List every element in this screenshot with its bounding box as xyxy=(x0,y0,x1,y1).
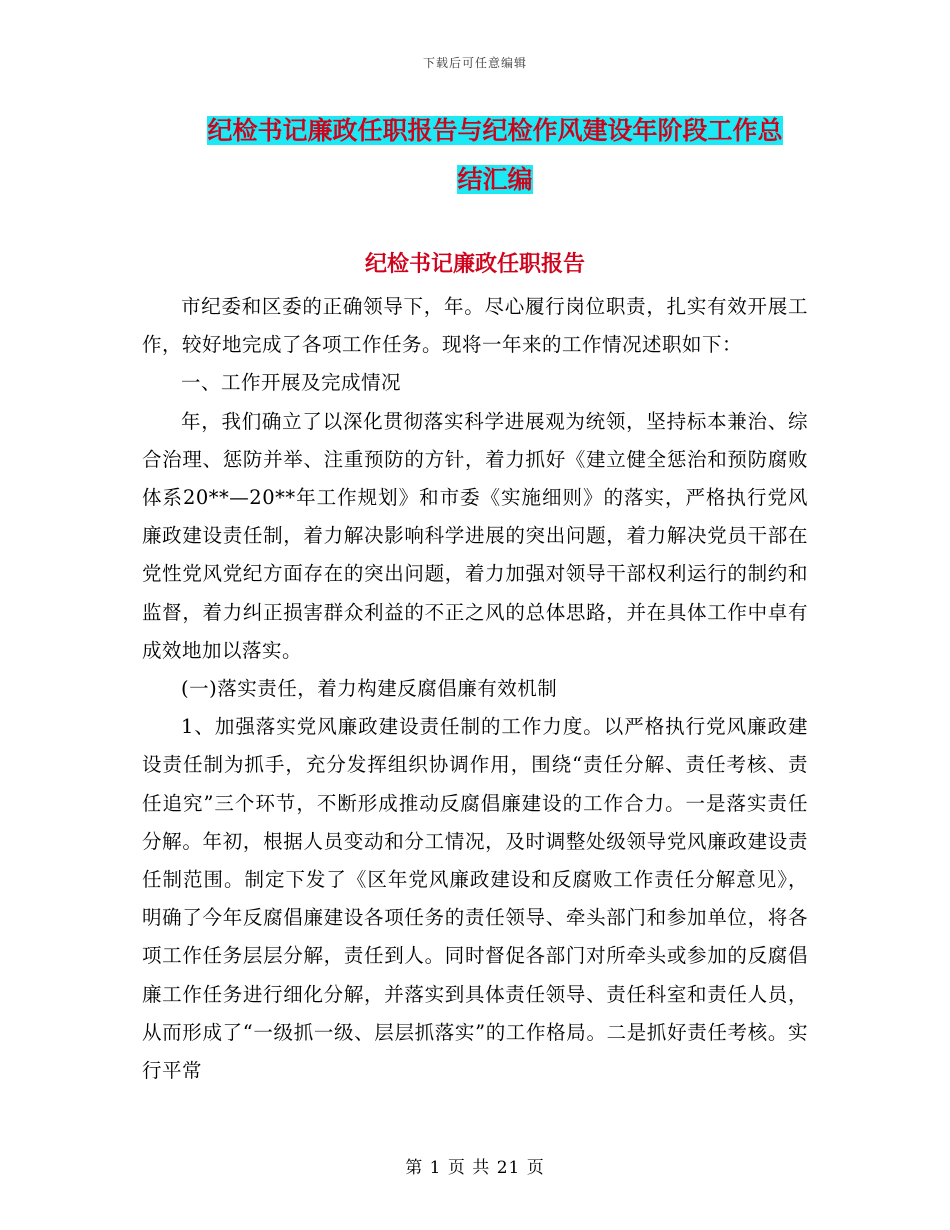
document-title xyxy=(150,106,840,204)
title-line-1: 纪检书记廉政任职报告与纪检作风建设年阶段工作总 xyxy=(207,116,783,145)
section-title: 纪检书记廉政任职报告 xyxy=(364,252,585,277)
paragraph: 年，我们确立了以深化贯彻落实科学进展观为统领，坚持标本兼治、综合治理、惩防并举、注重预防的方针，着力抓好《建立健全惩治和预防腐败体系20**—20**年工作规划》和市委《实施细则》的落实，严格执行党风廉政建设责任制，着力解决影响科学进展的突出问题，着力解决党员干部在党性党风党纪方面存在的突出问题，着力加强对领导干部权利运行的制约和监督，着力纠正损害群众利益的不正之风的总体思路，并在具体工作中卓有成效地加以落实。 xyxy=(142,409,808,662)
body-text xyxy=(142,288,808,1090)
header-note: 下载后可任意编辑 xyxy=(422,56,527,70)
page-footer: 第 1 页 共 21 页 xyxy=(405,1158,545,1178)
title-line-2: 结汇编 xyxy=(457,165,533,194)
paragraph: 1、加强落实党风廉政建设责任制的工作力度。以严格执行党风廉政建设责任制为抓手，充分发挥组织协调作用，围绕“责任分解、责任考核、责任追究”三个环节，不断形成推动反腐倡廉建设的工作合力。一是落实责任分解。年初，根据人员变动和分工情况，及时调整处级领导党风廉政建设责任制范围。制定下发了《区年党风廉政建设和反腐败工作责任分解意见》，明确了今年反腐倡廉建设各项任务的责任领导、牵头部门和参加单位，将各项工作任务层层分解，责任到人。同时督促各部门对所牵头或参加的反腐倡廉工作任务进行细化分解，并落实到具体责任领导、责任科室和责任人员，从而形成了“一级抓一级、层层抓落实”的工作格局。二是抓好责任考核。实行平常 xyxy=(142,715,808,1083)
paragraph: (一)落实责任，着力构建反腐倡廉有效机制 xyxy=(181,677,558,701)
paragraph: 市纪委和区委的正确领导下，年。尽心履行岗位职责，扎实有效开展工作，较好地完成了各项工作任务。现将一年来的工作情况述职如下： xyxy=(142,295,808,357)
paragraph: 一、工作开展及完成情况 xyxy=(181,371,402,395)
